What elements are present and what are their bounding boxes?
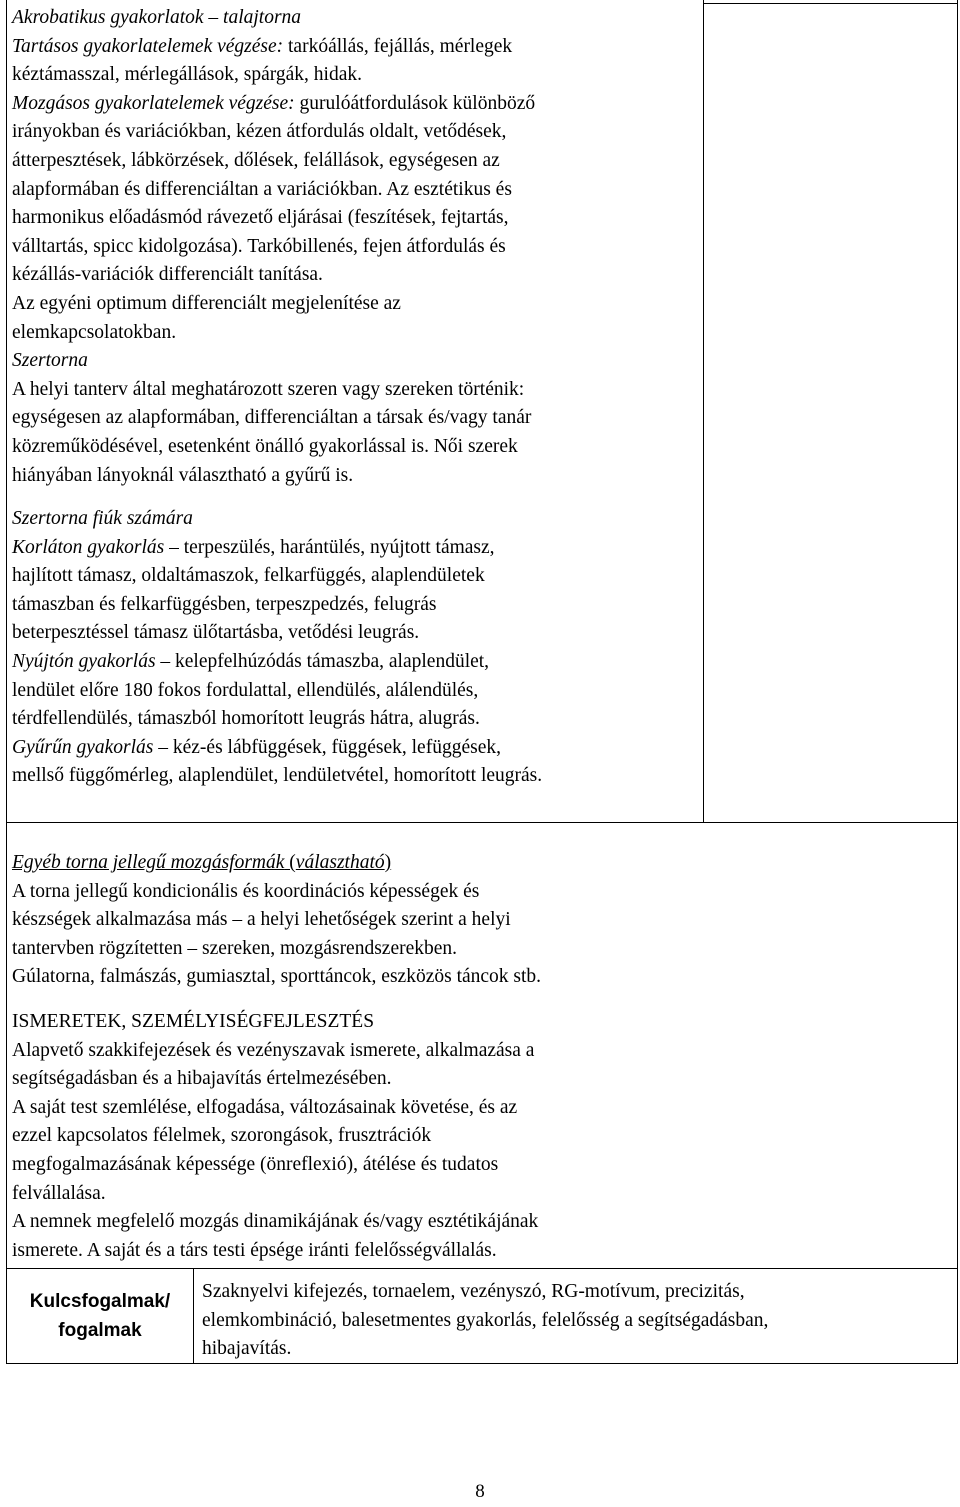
szertorna-fiuk-block xyxy=(12,505,700,791)
text-line: hajlított támasz, oldaltámaszok, felkarfüggés, alaplendületek xyxy=(12,565,485,587)
text-line: készségek alkalmazása más – a helyi lehetőségek szerint a helyi xyxy=(12,909,511,931)
text-line: A saját test szemlélése, elfogadása, változásainak követése, és az xyxy=(12,1096,518,1118)
text-line: közreműködésével, esetenként önálló gyakorlással is. Női szerek xyxy=(12,435,518,457)
text-line: elemkombináció, balesetmentes gyakorlás, felelősség a segítségadásban, xyxy=(202,1309,769,1331)
text-line: segítségadásban és a hibajavítás értelmezésében. xyxy=(12,1068,392,1090)
text-line: lendület előre 180 fokos fordulattal, ellendülés, alálendülés, xyxy=(12,679,479,701)
text-line: kézállás-variációk differenciált tanítása. xyxy=(12,264,323,286)
text-line: kéztámasszal, mérlegállások, spárgák, hidak. xyxy=(12,64,362,86)
ismeretek-heading: ISMERETEK, SZEMÉLYISÉGFEJLESZTÉS xyxy=(12,1011,375,1032)
text-line: ezzel kapcsolatos félelmek, szorongások, frusztrációk xyxy=(12,1125,432,1147)
border-middle xyxy=(703,0,704,822)
egyeb-torna-heading: Egyéb torna jellegű mozgásformák (választható) xyxy=(12,852,392,873)
text-line: hibajavítás. xyxy=(202,1338,292,1360)
text-line: Az egyéni optimum differenciált megjelenítése az xyxy=(12,292,401,314)
mozgasos-label: Mozgásos gyakorlatelemek végzése: xyxy=(12,92,295,114)
text-line: térdfellendülés, támaszból homorított leugrás hátra, alugrás. xyxy=(12,708,480,730)
gyuru-line: Gyűrűn gyakorlás – kéz-és lábfüggések, függések, lefüggések, xyxy=(12,736,501,758)
egyeb-heading-text: Egyéb torna jellegű mozgásformák xyxy=(12,852,285,873)
border-right xyxy=(957,0,958,1364)
text-line: elemkapcsolatokban. xyxy=(12,321,177,343)
text-line: A helyi tanterv által meghatározott szeren vagy szereken történik: xyxy=(12,378,525,400)
text-line: Szaknyelvi kifejezés, tornaelem, vezényszó, RG-motívum, precizitás, xyxy=(202,1281,745,1302)
text-line: hiányában lányoknál választható a gyűrű is. xyxy=(12,464,354,486)
nyujto-line: Nyújtón gyakorlás – kelepfelhúzódás támaszba, alaplendület, xyxy=(12,650,490,672)
szertorna-fiuk-heading: Szertorna fiúk számára xyxy=(12,508,193,529)
text-line: A torna jellegű kondicionális és koordinációs képességek és xyxy=(12,880,480,902)
ismeretek-block xyxy=(12,1008,700,1265)
text-line: Gúlatorna, falmászás, gumiasztal, sporttáncok, eszközös táncok stb. xyxy=(12,966,542,988)
szertorna-heading: Szertorna xyxy=(12,350,88,372)
text-line: megfogalmazásának képessége (önreflexió), átélése és tudatos xyxy=(12,1153,499,1175)
mozgasos-line: Mozgásos gyakorlatelemek végzése: gurulóátfordulások különböző xyxy=(12,92,536,114)
text-line: mellső függőmérleg, alaplendület, lendületvétel, homorított leugrás. xyxy=(12,765,543,787)
akrobatika-block xyxy=(12,4,700,490)
text-line: beterpesztéssel támasz ülőtartásba, vetődési leugrás. xyxy=(12,622,420,644)
text-line: támaszban és felkarfüggésben, terpeszpedzés, felugrás xyxy=(12,593,437,615)
text-line: átterpesztések, lábkörzések, dőlések, felállások, egységesen az xyxy=(12,149,500,171)
text-line: egységesen az alapformában, differenciáltan a társak és/vagy tanár xyxy=(12,407,532,429)
border-row1-top xyxy=(703,3,958,4)
kulcsfogalmak-label: Kulcsfogalmak/ fogalmak xyxy=(29,1291,171,1341)
korlat-line: Korláton gyakorlás – terpeszülés, harántülés, nyújtott támasz, xyxy=(12,536,495,558)
text-line: harmonikus előadásmód rávezető eljárásai (feszítések, fejtartás, xyxy=(12,207,509,229)
text-line: felvállalása. xyxy=(12,1182,106,1204)
text-line: A nemnek megfelelő mozgás dinamikájának és/vagy esztétikájának xyxy=(12,1211,539,1233)
tartasos-line: Tartásos gyakorlatelemek végzése: tarkóállás, fejállás, mérlegek xyxy=(12,35,513,57)
border-left xyxy=(6,0,7,1364)
nyujto-label: Nyújtón gyakorlás xyxy=(12,650,156,672)
tartasos-label: Tartásos gyakorlatelemek végzése: xyxy=(12,35,284,57)
korlat-label: Korláton gyakorlás xyxy=(12,536,165,558)
text-line: tantervben rögzítetten – szereken, mozgásrendszerekben. xyxy=(12,937,458,959)
kulcsfogalmak-definitions xyxy=(202,1278,942,1364)
text-line: alapformában és differenciáltan a variációkban. Az esztétikus és xyxy=(12,178,512,200)
text-line: ismerete. A saját és a társ testi épsége iránti felelősségvállalás. xyxy=(12,1239,497,1261)
page-number: 8 xyxy=(475,1481,485,1502)
border-kulcs-middle xyxy=(193,1268,194,1364)
text-line: irányokban és variációkban, kézen átfordulás oldalt, vetődések, xyxy=(12,121,507,143)
akrobatika-heading: Akrobatikus gyakorlatok – talajtorna xyxy=(12,7,302,28)
border-row-divider xyxy=(6,822,958,823)
text-line: válltartás, spicc kidolgozása). Tarkóbillenés, fejen átfordulás és xyxy=(12,235,506,257)
gyuru-label: Gyűrűn gyakorlás xyxy=(12,736,154,758)
text-line: Alapvető szakkifejezések és vezényszavak ismerete, alkalmazása a xyxy=(12,1039,535,1061)
egyeb-torna-block xyxy=(12,849,700,992)
